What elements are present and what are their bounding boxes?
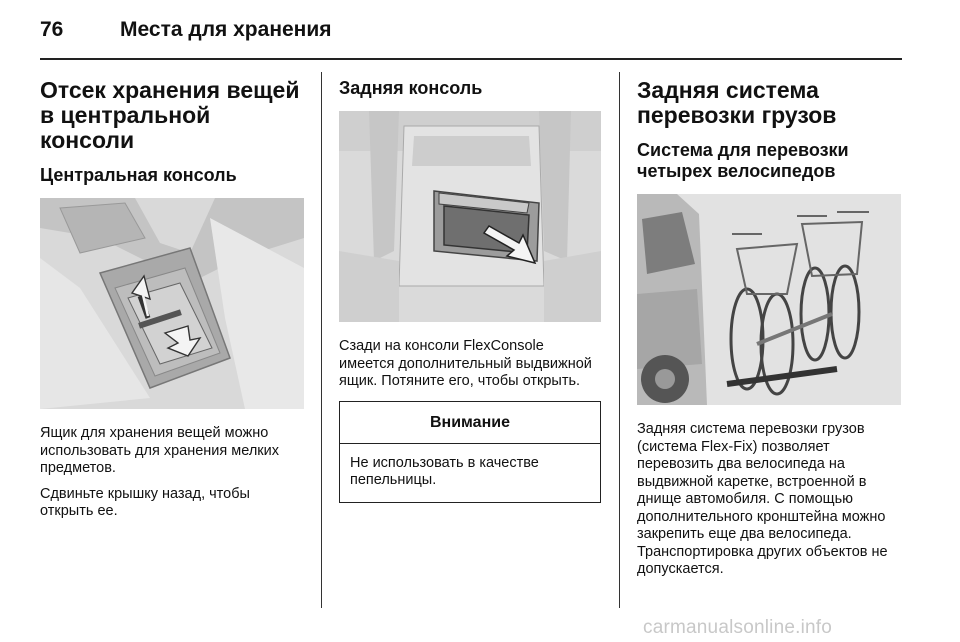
column-rear-carrier [637, 72, 901, 579]
rear-console-heading: Задняя консоль [339, 78, 483, 98]
rear-carrier-subheading: Система для перевозки четырех велосипедов [637, 140, 849, 181]
watermark: carmanualsonline.info [643, 617, 833, 638]
page-header [40, 14, 900, 44]
center-console-subheading: Центральная консоль [40, 165, 237, 185]
column-rear-console [339, 72, 601, 503]
rear-console-drawer-illustration [339, 111, 601, 322]
center-console-paragraph-2: Сдвиньте крышку назад, чтобы открыть ее. [40, 485, 250, 519]
warning-title: Внимание [340, 402, 600, 444]
column-divider [619, 72, 620, 608]
rear-carrier-paragraph: Задняя система перевозки грузов (система Flex-Fix) позволяет перевозить два велосипеда на выдвижной каретке, встроенной в днище автомобиля. С помощью дополнительного кронштейна можно закрепить еще два велосипеда. Транспортировка других объектов не допускается. [637, 421, 888, 577]
page-number: 76 [40, 18, 64, 41]
center-console-paragraph-1: Ящик для хранения вещей можно использовать для хранения мелких предметов. [40, 425, 279, 476]
header-rule [40, 58, 902, 60]
column-divider [321, 72, 322, 608]
column-center-console [40, 72, 304, 521]
warning-box [339, 401, 601, 503]
warning-text: Не использовать в качестве пепельницы. [350, 454, 539, 488]
section-title: Места для хранения [120, 18, 332, 41]
rear-console-paragraph: Сзади на консоли FlexConsole имеется дополнительный выдвижной ящик. Потяните его, чтобы открыть. [339, 338, 592, 389]
rear-carrier-heading: Задняя система перевозки грузов [637, 77, 837, 128]
center-console-heading: Отсек хранения вещей в центральной консоли [40, 77, 300, 153]
bicycle-carrier-illustration [637, 194, 901, 405]
console-storage-illustration [40, 198, 304, 409]
